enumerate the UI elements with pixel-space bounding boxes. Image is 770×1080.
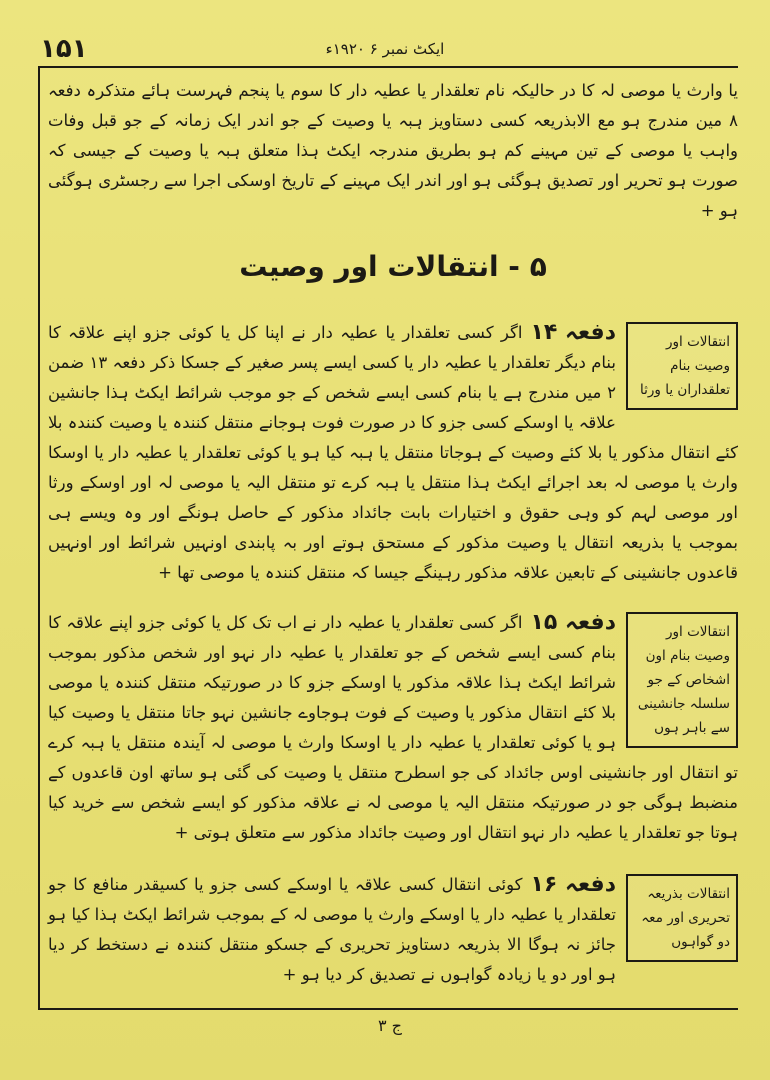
margin-note-14: انتقالات اور وصیت بنام تعلقداران یا ورثا (626, 322, 738, 410)
section-15-label: دفعہ ۱۵ (530, 610, 616, 635)
margin-note-16: انتقالات بذریعہ تحریری اور معہ دو گواہوں (626, 874, 738, 962)
signature-mark: ج ۳ (377, 1016, 402, 1035)
page-number: ۱۵۱ (40, 34, 88, 64)
section-15 (48, 608, 738, 848)
bottom-rule (38, 1008, 738, 1010)
section-heading: ۵ - انتقالات اور وصیت (239, 250, 547, 283)
section-15-text: اگر کسی تعلقدار یا عطیہ دار نے اب تک کل یا کوئی جزو اپنے علاقہ کا بنام کسی ایسے شخص کے جو تعلقدار یا عطیہ دار نہو اور شخص مذکور بموجب شرائط ایکٹ ہذا علاقہ مذکور یا اوسکے جزو کا در صورتیکہ منتقل کنندہ یا موصی بلا کئے انتقال مذکور یا وصیت کے فوت ہوجاوے جانشین نہو جاتا منتقل یا وصیت کیا ہو یا کوئی تعلقدار یا عطیہ دار یا اوسکا وارث یا موصی لہ آیندہ منتقل یا ہبہ کرے تو انتقال اور جانشینی اوس جائداد کی جو اسطرح منتقل یا وصیت کی گئی ہو ساتھ اون قاعدوں کے منضبط ہوگی جو در صورتیکہ منتقل الیہ یا موصی لہ نے علاقہ مذکور کو ایسے شخص سے خرید کیا ہوتا جو تعلقدار یا عطیہ دار نہو انتقال اور وصیت جائداد مذکور سے متعلق ہوتی + (48, 613, 738, 842)
section-16-label: دفعہ ۱۶ (530, 872, 616, 897)
section-16-text: کوئی انتقال کسی علاقہ یا اوسکے کسی جزو یا کسیقدر منافع کا جو تعلقدار یا عطیہ دار یا اوسکے وارث یا موصی لہ کے بموجب شرائط ایکٹ ہذا کیا ہو جائز نہ ہوگا الا بذریعہ دستاویز تحریری کے جسکو منتقل کنندہ نے دستخط کر دیا ہو اور دو یا زیادہ گواہوں نے تصدیق کر دیا ہو + (48, 875, 616, 984)
margin-note-15: انتقالات اور وصیت بنام اون اشخاص کے جو سلسلہ جانشینی سے باہر ہوں (626, 612, 738, 748)
top-rule (38, 66, 738, 68)
section-14-text: اگر کسی تعلقدار یا عطیہ دار نے اپنا کل یا کوئی جزو اپنے علاقہ کا بنام دیگر تعلقدار یا عطیہ دار یا کسی ایسے پسر صغیر کے جسکا ذکر دفعہ ۱۳ ضمن ۲ میں مندرج ہے یا بنام کسی ایسے شخص کے جو موجب شرائط ایکٹ ہذا جانشین علاقہ یا اوسکے کسی جزو کا در صورت فوت ہوجانے منتقل کنندہ یا وصیت کنندہ بلا کئے انتقال مذکور یا بلا کئے وصیت کے ہوجاتا منتقل یا ہبہ کیا ہو یا کوئی تعلقدار یا عطیہ دار یا اوسکا وارث یا موصی لہ بعد اجرائے ایکٹ ہذا منتقل یا ہبہ کرے تو منتقل الیہ یا موصی لہ اور اوسکے ورثا اور موصی لہم کو وہی حقوق و اختیارات بابت جائداد مذکور کے حاصل ہونگے اور وہ ویسے ہی بموجب یا بذریعہ انتقال یا وصیت مذکور کے مستحق ہوتے اور بہ پابندی اونہیں شرائط اور اونہیں قاعدوں جانشینی کے تابعین علاقہ مذکور رہینگے جیسا کہ منتقل کنندہ یا موصی تھا + (48, 323, 738, 582)
intro-text: یا وارث یا موصی لہ کا در حالیکہ نام تعلقدار یا عطیہ دار کا سوم یا پنجم فہرست ہائے متذکرہ دفعہ ۸ مین مندرج ہو مع الابذریعہ کسی دستاویز ہبہ یا وصیت کے جو اندر ایک زمانہ کے جو قبل وفات واہب یا موصی کے تین مہینے کم ہو بطریق مندرجہ ایکٹ ہذا متعلق ہبہ یا وصیت کے جیسی کہ صورت ہو تحریر اور تصدیق ہوگئی ہو اور اندر ایک مہینے کے تاریخ اوسکی اجرا سے رجسٹری ہوگئی ہو + (48, 81, 738, 220)
left-rule (38, 66, 40, 1008)
section-16 (48, 870, 738, 990)
section-14 (48, 318, 738, 588)
running-header: ایکٹ نمبر ۶ ۱۹۲۰ء (325, 40, 445, 58)
section-14-label: دفعہ ۱۴ (530, 320, 616, 345)
intro-paragraph (48, 76, 738, 226)
